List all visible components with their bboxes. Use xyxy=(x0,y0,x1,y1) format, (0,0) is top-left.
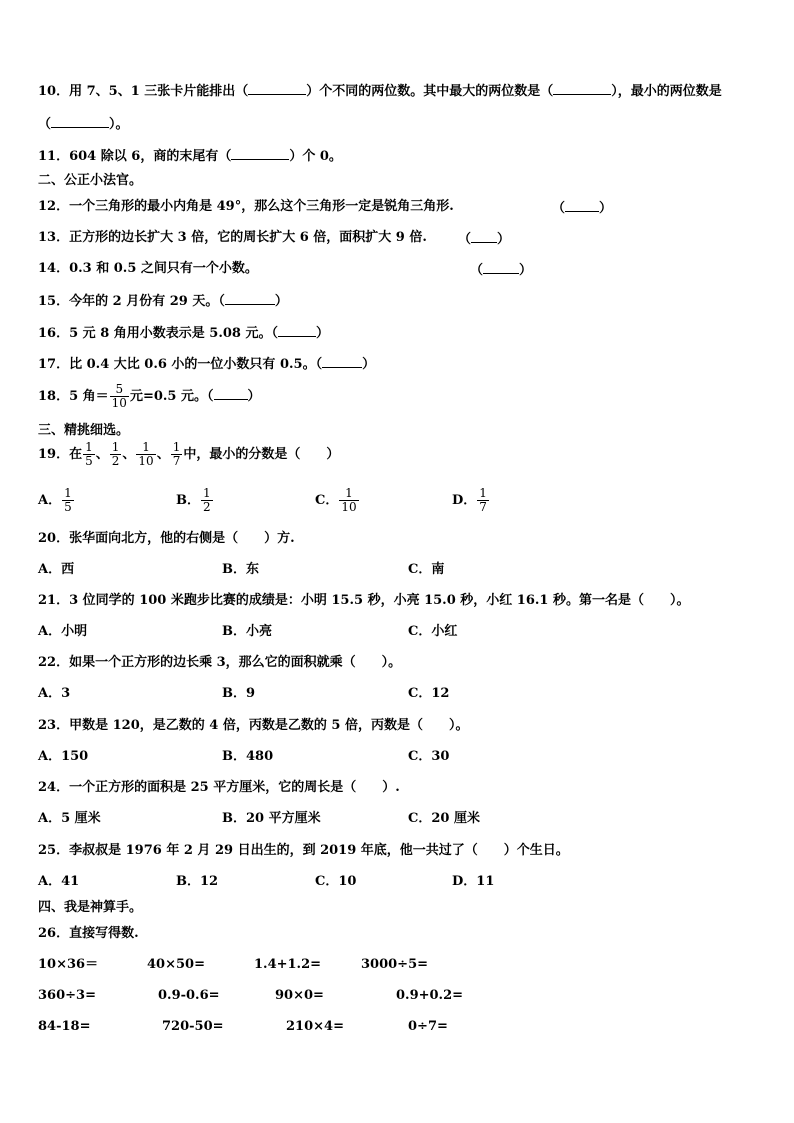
answer-blank[interactable] xyxy=(471,230,497,243)
question-22: 22．如果一个正方形的边长乘 3，那么它的面积就乘（ ）。 xyxy=(38,655,402,670)
answer-blank[interactable] xyxy=(278,324,316,337)
answer-blank[interactable] xyxy=(225,292,275,305)
question-12: 12．一个三角形的最小内角是 49°，那么这个三角形一定是锐角三角形. xyxy=(38,199,454,214)
option-b[interactable]: B．9 xyxy=(222,686,256,701)
question-13-answer: （ ） xyxy=(458,232,511,247)
fraction: $\frac{1}{7}$ xyxy=(479,486,487,514)
option-c[interactable]: C．小红 xyxy=(408,624,458,639)
question-10-line-1: 10．用 7、5、1 三张卡片能排出（ ）个不同的两位数。其中最大的两位数是（ ），最小的两位数是 xyxy=(38,84,722,99)
question-15: 15．今年的 2 月份有 29 天。（ ） xyxy=(38,294,288,309)
calc-item: 0.9-0.6= xyxy=(158,988,220,1003)
section-4-heading: 四、我是神算手。 xyxy=(38,900,143,915)
question-25: 25．李叔叔是 1976 年 2 月 29 日出生的，到 2019 年底，他一共过了（ ）个生日。 xyxy=(38,843,569,858)
question-21: 21．3 位同学的 100 米跑步比赛的成绩是：小明 15.5 秒，小亮 15.0 秒，小红 16.1 秒。第一名是（ ）。 xyxy=(38,593,690,608)
question-11: 11．604 除以 6，商的末尾有（ ）个 0。 xyxy=(38,149,342,164)
option-c[interactable]: C．南 xyxy=(408,562,445,577)
answer-blank[interactable] xyxy=(248,82,306,95)
fraction: $\frac{1}{5}$ xyxy=(85,440,93,468)
question-20: 20．张华面向北方，他的右侧是（ ）方. xyxy=(38,531,295,546)
option-c[interactable]: C．12 xyxy=(408,686,450,701)
answer-blank[interactable] xyxy=(231,147,289,160)
answer-blank[interactable] xyxy=(553,82,611,95)
calc-item: 90×0= xyxy=(275,988,324,1003)
section-2-heading: 二、公正小法官。 xyxy=(38,173,143,188)
option-b[interactable]: B．20 平方厘米 xyxy=(222,811,321,826)
question-10-line-2: （ ）。 xyxy=(38,117,129,132)
question-26: 26．直接写得数. xyxy=(38,926,139,941)
option-d[interactable]: D． $\frac{1}{7}$ xyxy=(452,486,487,514)
option-b[interactable]: B．东 xyxy=(222,562,259,577)
calc-item: 1.4+1.2= xyxy=(254,957,322,972)
option-a[interactable]: A．小明 xyxy=(38,624,88,639)
calc-item: 720-50= xyxy=(162,1019,224,1034)
option-b[interactable]: B． $\frac{1}{2}$ xyxy=(176,486,211,514)
calc-item: 40×50= xyxy=(147,957,205,972)
option-d[interactable]: D．11 xyxy=(452,874,495,889)
option-a[interactable]: A．5 厘米 xyxy=(38,811,101,826)
answer-blank[interactable] xyxy=(565,199,599,212)
question-19: 19．在 $\frac{1}{5}$ 、 $\frac{1}{2}$ 、 $\frac{1}{10}$ 、 $\frac{1}{7}$ 中，最小的分数是（ ） xyxy=(38,440,340,468)
calc-item: 10×36＝ xyxy=(38,957,99,972)
question-14: 14．0.3 和 0.5 之间只有一个小数。 xyxy=(38,261,258,276)
question-13: 13．正方形的边长扩大 3 倍，它的周长扩大 6 倍，面积扩大 9 倍. xyxy=(38,230,427,245)
option-c[interactable]: C． $\frac{1}{10}$ xyxy=(315,486,357,514)
fraction: $\frac{1}{5}$ xyxy=(64,486,72,514)
fraction: $\frac{1}{10}$ xyxy=(138,440,154,468)
option-c[interactable]: C．30 xyxy=(408,749,450,764)
answer-blank[interactable] xyxy=(483,261,519,274)
fraction: $\frac{1}{2}$ xyxy=(111,440,120,468)
question-23: 23．甲数是 120，是乙数的 4 倍，丙数是乙数的 5 倍，丙数是（ ）。 xyxy=(38,718,469,733)
option-a[interactable]: A．3 xyxy=(38,686,71,701)
answer-blank[interactable] xyxy=(214,387,248,400)
question-14-answer: （ ） xyxy=(470,263,533,278)
fraction: $\frac{5}{10}$ xyxy=(111,382,127,410)
question-16: 16．5 元 8 角用小数表示是 5.08 元。（ ） xyxy=(38,326,329,341)
option-a[interactable]: A．西 xyxy=(38,562,75,577)
question-17: 17．比 0.4 大比 0.6 小的一位小数只有 0.5。（ ） xyxy=(38,357,376,372)
fraction: $\frac{1}{2}$ xyxy=(203,486,211,514)
option-a[interactable]: A．41 xyxy=(38,874,80,889)
fraction: $\frac{1}{7}$ xyxy=(172,440,181,468)
calc-item: 84-18= xyxy=(38,1019,91,1034)
calc-item: 210×4= xyxy=(286,1019,344,1034)
option-c[interactable]: C．10 xyxy=(315,874,357,889)
section-3-heading: 三、精挑细选。 xyxy=(38,423,130,438)
question-24: 24．一个正方形的面积是 25 平方厘米，它的周长是（ ）. xyxy=(38,780,400,795)
fraction: $\frac{1}{10}$ xyxy=(341,486,357,514)
option-b[interactable]: B．小亮 xyxy=(222,624,272,639)
question-18: 18．5 角＝ $\frac{5}{10}$ 元=0.5 元。（ ） xyxy=(38,382,261,410)
answer-blank[interactable] xyxy=(322,355,362,368)
option-a[interactable]: A． $\frac{1}{5}$ xyxy=(38,486,72,514)
option-b[interactable]: B．12 xyxy=(176,874,219,889)
answer-blank[interactable] xyxy=(51,115,109,128)
option-b[interactable]: B．480 xyxy=(222,749,274,764)
calc-item: 3000÷5= xyxy=(361,957,429,972)
question-12-answer: （ ） xyxy=(552,201,613,216)
option-a[interactable]: A．150 xyxy=(38,749,89,764)
option-c[interactable]: C．20 厘米 xyxy=(408,811,480,826)
calc-item: 0÷7= xyxy=(408,1019,448,1034)
calc-item: 0.9+0.2= xyxy=(396,988,464,1003)
calc-item: 360÷3= xyxy=(38,988,96,1003)
